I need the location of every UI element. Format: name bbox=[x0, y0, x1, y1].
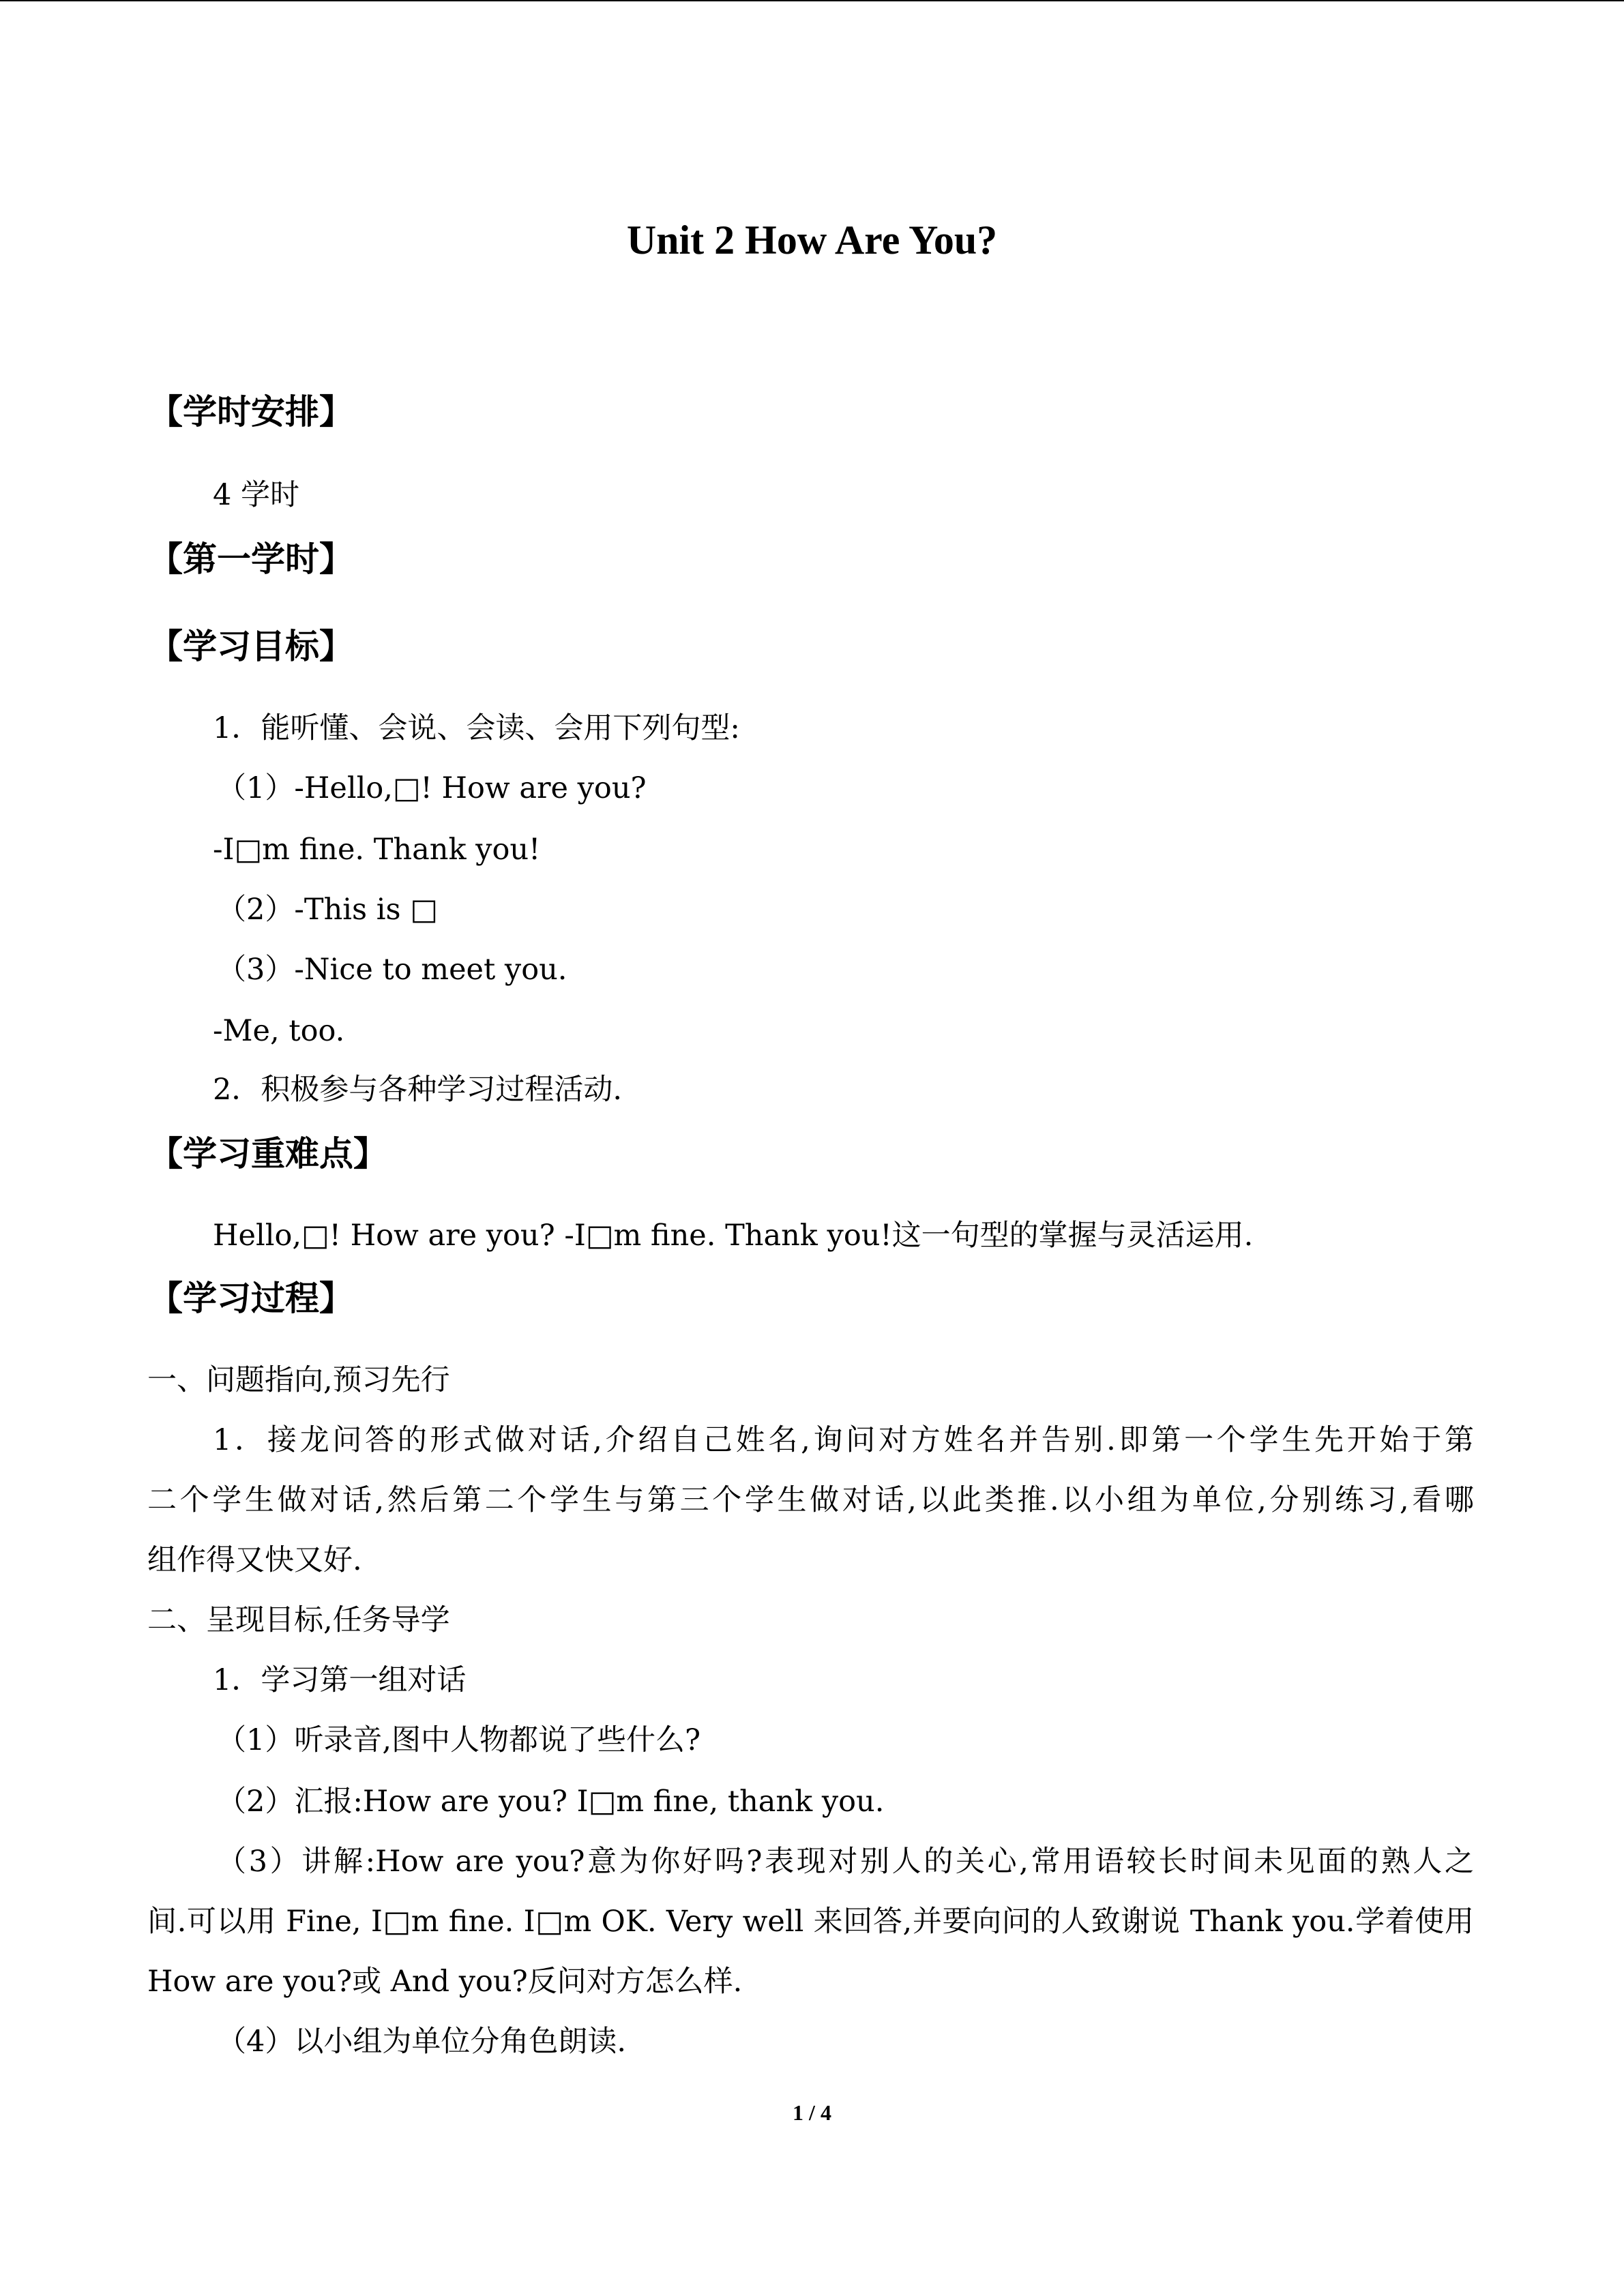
goal-sentence-3: （3）-Nice to meet you. bbox=[217, 953, 567, 987]
part-2-step-1: （1）听录音,图中人物都说了些什么? bbox=[217, 1723, 701, 1757]
page-number: 1 / 4 bbox=[793, 2100, 831, 2125]
heading-schedule: 【学时安排】 bbox=[149, 392, 353, 432]
schedule-text: 4 学时 bbox=[213, 478, 300, 512]
part-2-step-3-line-3: How are you?或 And you?反问对方怎么样. bbox=[147, 1965, 743, 1999]
goal-sentence-1: （1）-Hello,□! How are you? bbox=[217, 771, 647, 805]
key-points-text: Hello,□! How are you? -I□m fine. Thank you!这一句型的掌握与灵活运用. bbox=[213, 1219, 1254, 1253]
part-2-step-4: （4）以小组为单位分角色朗读. bbox=[217, 2025, 627, 2059]
goal-item-1: 1．能听懂、会说、会读、会用下列句型: bbox=[213, 711, 740, 745]
part-1-item-1-line-1: 1．接龙问答的形式做对话,介绍自己姓名,询问对方姓名并告别.即第一个学生先开始于第 bbox=[213, 1423, 1474, 1457]
part-2-title: 二、呈现目标,任务导学 bbox=[147, 1603, 450, 1637]
top-border bbox=[0, 0, 1624, 1]
part-2-step-3-line-1: （3）讲解:How are you?意为你好吗?表现对别人的关心,常用语较长时间未见面的熟人之 bbox=[217, 1845, 1474, 1879]
goal-sentence-1-reply: -I□m fine. Thank you! bbox=[213, 833, 541, 867]
heading-first-lesson: 【第一学时】 bbox=[149, 539, 353, 579]
goal-sentence-2: （2）-This is □ bbox=[217, 893, 438, 927]
part-2-step-3-line-2: 间.可以用 Fine, I□m fine. I□m OK. Very well 来回答,并要向问的人致谢说 Thank you.学着使用 bbox=[147, 1905, 1474, 1939]
part-1-item-1-line-3: 组作得又快又好. bbox=[147, 1543, 362, 1577]
goal-sentence-3-reply: -Me, too. bbox=[213, 1014, 345, 1048]
part-2-item-1: 1．学习第一组对话 bbox=[213, 1663, 467, 1697]
part-1-title: 一、问题指向,预习先行 bbox=[147, 1363, 450, 1397]
goal-item-2: 2．积极参与各种学习过程活动. bbox=[213, 1073, 623, 1107]
heading-key-points: 【学习重难点】 bbox=[149, 1134, 387, 1174]
heading-goals: 【学习目标】 bbox=[149, 627, 353, 666]
part-1-item-1-line-2: 二个学生做对话,然后第二个学生与第三个学生做对话,以此类推.以小组为单位,分别练习,看哪 bbox=[147, 1483, 1474, 1517]
part-2-step-2: （2）汇报:How are you? I□m fine, thank you. bbox=[217, 1785, 885, 1819]
page-title: Unit 2 How Are You? bbox=[626, 218, 998, 263]
heading-process: 【学习过程】 bbox=[149, 1279, 353, 1318]
